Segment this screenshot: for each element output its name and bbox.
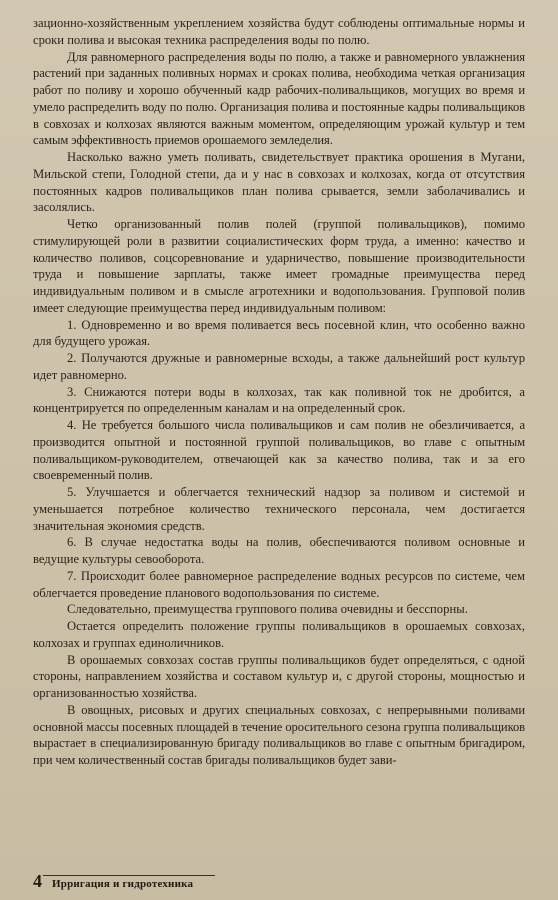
- page-body: [33, 15, 525, 769]
- list-item-6: 6. В случае недостатка воды на полив, обеспечиваются поливом основные и ведущие культуры севооборота.: [33, 535, 525, 566]
- paragraph-state-farms: В орошаемых совхозах состав группы поливальщиков будет определяться, с одной стороны, направлением хозяйства и составом культур и, с другой стороны, мощностью и организованностью хозяйства.: [33, 652, 525, 700]
- paragraph-conclusion: Следовательно, преимущества группового полива очевидны и бесспорны.: [67, 602, 468, 617]
- paragraph-group-irrigation: Четко организованный полив полей (группой поливальщиков), помимо стимулирующей роли в развитии социалистических форм труда, а именно: качество и количество поливов, соцсоревнование и ударничество, повышение производительности труда и повышение зарплаты, также имеет громадные преимущества перед индивидуальным поливом и в смысле агротехники и водопользования. Групповой полив имеет следующие преимущества перед индивидуальным поливом:: [33, 217, 525, 315]
- paragraph-practice: Насколько важно уметь поливать, свидетельствует практика орошения в Мугани, Мильской степи, Голодной степи, да и у нас в совхозах и колхозах, когда от отсутствия постоянных кадров поливальщиков план полива срывается, земли заболачивались и засолялись.: [33, 150, 525, 215]
- list-item-2: 2. Получаются дружные и равномерные всходы, а также дальнейший рост культур идет равномерно.: [33, 351, 525, 382]
- list-item-3: 3. Снижаются потери воды в колхозах, так как поливной ток не дробится, а концентрируется по определенным каналам и на определенный срок.: [33, 384, 525, 416]
- list-item-4: 4. Не требуется большого числа поливальщиков и сам полив не обезличивается, а производится опытной и постоянной группой поливальщиков, во главе с опытным поливальщиком-руководителем, отвечающей как за качество полива, так и за его своевременный полив.: [33, 418, 525, 483]
- paragraph-position: Остается определить положение группы поливальщиков в орошаемых совхозах, колхозах и группах единоличников.: [33, 619, 525, 650]
- page-number: 4: [33, 871, 42, 891]
- list-item-5: 5. Улучшается и облегчается технический надзор за поливом и системой и уменьшается потребное количество технического персонала, чем достигается значительная экономия средств.: [33, 485, 525, 533]
- paragraph-continuation: зационно-хозяйственным укреплением хозяйства будут соблюдены оптимальные нормы и сроки полива и высокая техника распределения воды по полю.: [33, 16, 525, 47]
- paragraph-special-farms: В овощных, рисовых и других специальных совхозах, с непрерывными поливами основной массы посевных площадей в течение оросительного сезона группа поливальщиков вырастает в специализированную бригаду поливальщиков во главе с опытным бригадиром, при чем количественный состав бригады поливальщиков будет зави-: [33, 702, 525, 767]
- running-title: Ирригация и гидротехника: [52, 878, 194, 890]
- paragraph-distribution: Для равномерного распределения воды по полю, а также и равномерного увлажнения растений при заданных поливных нормах и сроках полива, необходима четкая организация работ по поливу и хорошо обученный кадр рабочих-поливальщиков, могущих во время и умело распределить воду по полю. Организация полива и постоянные кадры поливальщиков в совхозах и колхозах являются важным моментом, определяющим урожай культур и тем самым эффективность приемов орошаемого земледелия.: [33, 49, 525, 148]
- list-item-7: 7. Происходит более равномерное распределение водных ресурсов по системе, чем облегчается проведение планового водопользования по системе.: [33, 568, 525, 600]
- page-footer: [33, 872, 193, 891]
- list-item-1: 1. Одновременно и во время поливается весь посевной клин, что особенно важно для будущего урожая.: [33, 317, 525, 349]
